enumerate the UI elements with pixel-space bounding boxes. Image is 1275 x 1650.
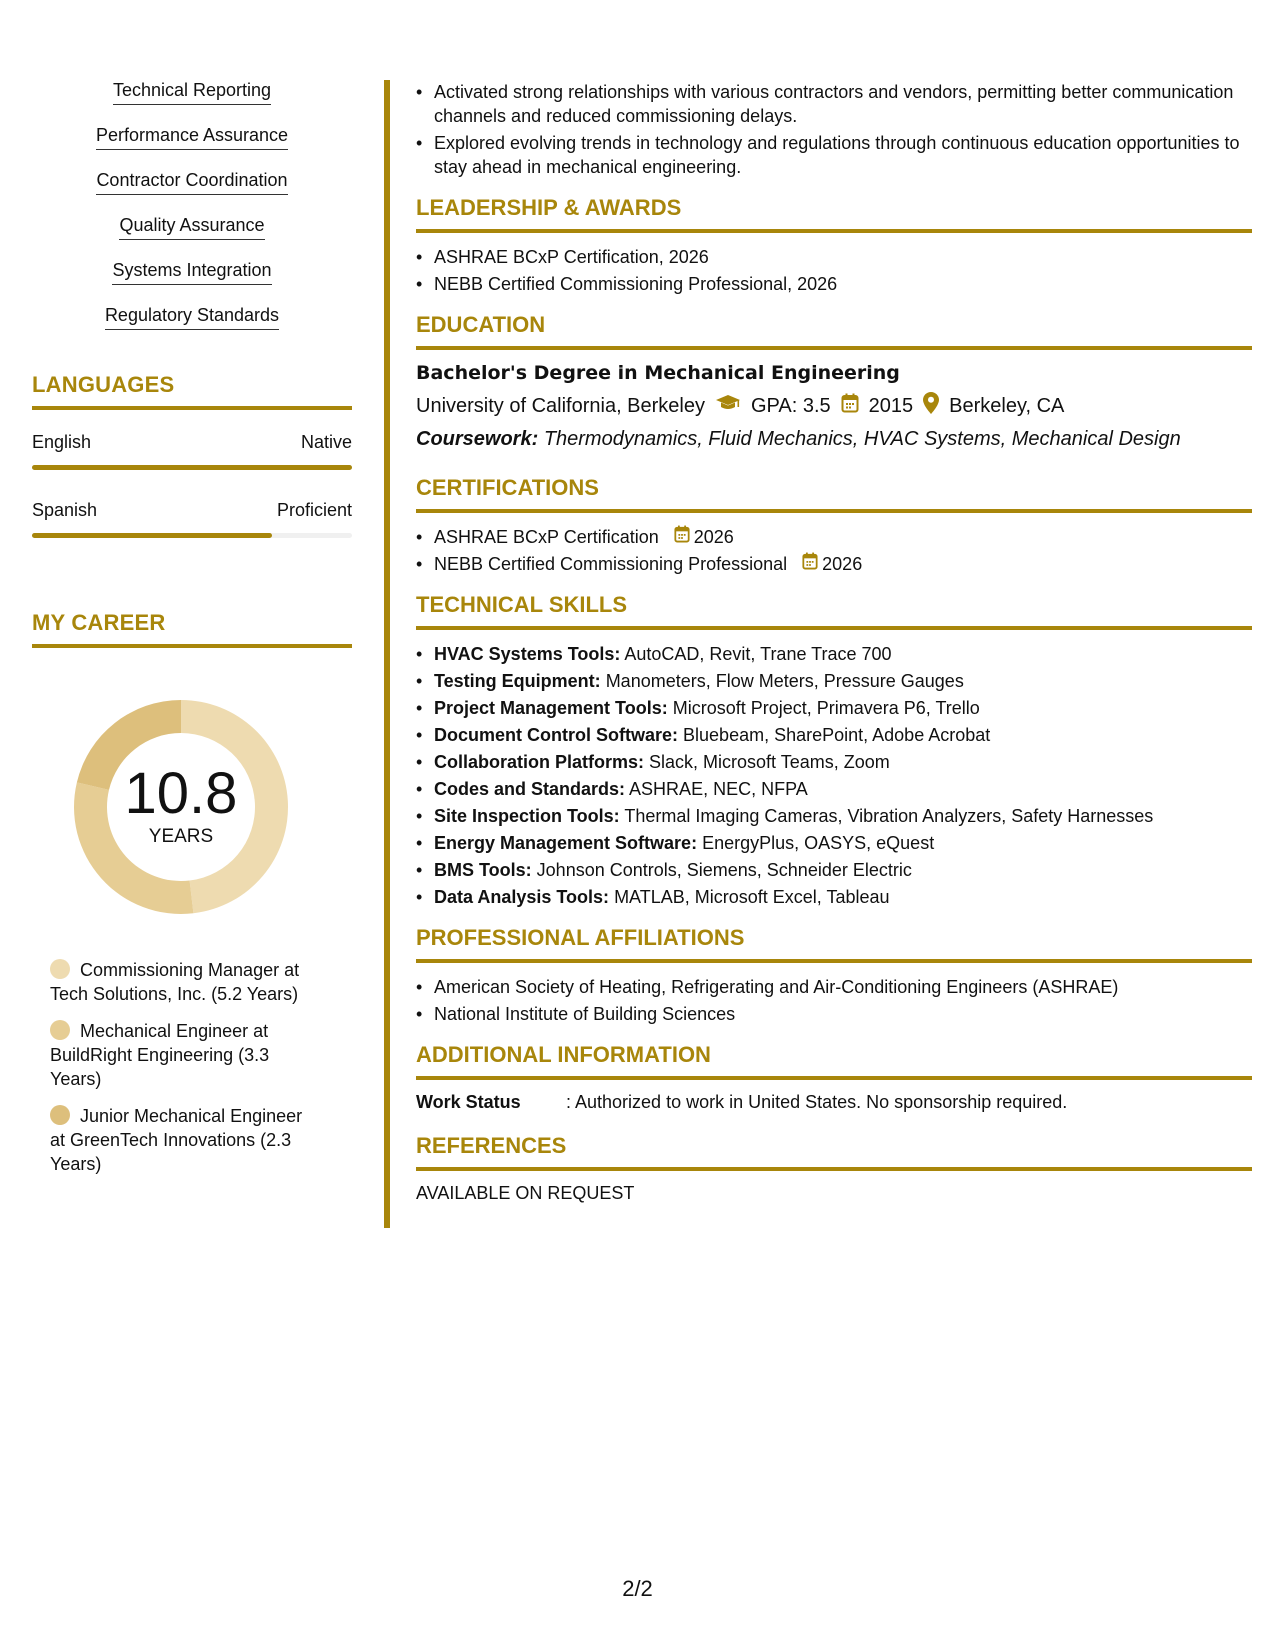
language-level: Proficient <box>276 500 352 520</box>
leadership-heading: LEADERSHIP & AWARDS <box>416 195 682 220</box>
career-total-years: 10.8 <box>124 761 238 826</box>
skill-category: Codes and Standards: <box>434 779 626 799</box>
language-item <box>32 500 352 538</box>
section-divider <box>416 626 1252 630</box>
skills-list <box>32 80 352 350</box>
technical-skill-item <box>416 804 1252 828</box>
career-total-unit: YEARS <box>148 826 214 847</box>
legend-dot <box>50 1020 70 1040</box>
certification-date <box>802 552 862 576</box>
leadership-item: • ASHRAE BCxP Certification, 2026 <box>416 245 1252 269</box>
skill-values: Microsoft Project, Primavera P6, Trello <box>672 698 980 718</box>
skill-category: Project Management Tools: <box>434 698 668 718</box>
language-level: Native <box>300 432 352 452</box>
career-legend <box>32 958 352 1176</box>
section-divider <box>416 509 1252 513</box>
skill-values: Bluebeam, SharePoint, Adobe Acrobat <box>683 725 991 745</box>
skill-category: BMS Tools: <box>434 860 532 880</box>
skill-tag: Systems Integration <box>112 260 271 285</box>
skill-category: Document Control Software: <box>434 725 679 745</box>
page-number: 2/2 <box>622 1576 653 1601</box>
language-bar <box>32 465 352 470</box>
certifications-heading: CERTIFICATIONS <box>416 475 599 500</box>
education-entry <box>416 362 1252 451</box>
section-divider <box>32 406 352 410</box>
career-legend-text: Junior Mechanical Engineer at GreenTech Innovations (2.3 Years) <box>50 1106 303 1174</box>
work-status-row <box>416 1092 1252 1113</box>
skill-tag: Regulatory Standards <box>105 305 279 330</box>
career-legend-text: Mechanical Engineer at BuildRight Engineering (3.3 Years) <box>50 1021 270 1089</box>
technical-skill-item <box>416 669 1252 693</box>
section-divider <box>416 346 1252 350</box>
technical-skills-heading: TECHNICAL SKILLS <box>416 592 628 617</box>
certification-name: NEBB Certified Commissioning Professional <box>434 554 788 574</box>
section-divider <box>416 959 1252 963</box>
skill-values: Slack, Microsoft Teams, Zoom <box>649 752 890 772</box>
legend-dot <box>50 959 70 979</box>
technical-skill-item <box>416 696 1252 720</box>
certifications-list <box>416 525 1252 576</box>
work-status-label: Work Status <box>416 1092 521 1112</box>
coursework-label: Coursework: <box>416 428 539 450</box>
certification-year: 2026 <box>822 554 863 574</box>
education-year: 2015 <box>868 394 914 417</box>
certification-date <box>674 525 734 549</box>
technical-skill-item <box>416 777 1252 801</box>
skill-values: Thermal Imaging Cameras, Vibration Analyzers, Safety Harnesses <box>624 806 1154 826</box>
column-divider <box>384 80 390 1228</box>
leadership-item: • NEBB Certified Commissioning Professional, 2026 <box>416 272 1252 296</box>
affiliations-list <box>416 975 1252 1026</box>
affiliations-heading: PROFESSIONAL AFFILIATIONS <box>416 925 745 950</box>
work-status-value: : Authorized to work in United States. No sponsorship required. <box>566 1092 1068 1112</box>
certification-name: ASHRAE BCxP Certification <box>434 527 659 547</box>
map-pin-icon <box>923 392 939 420</box>
career-section <box>32 610 352 1176</box>
skill-category: Data Analysis Tools: <box>434 887 610 907</box>
experience-bullets <box>416 80 1252 179</box>
career-legend-item <box>50 1019 320 1091</box>
references-text: AVAILABLE ON REQUEST <box>416 1183 635 1203</box>
donut-center <box>66 761 296 848</box>
section-divider <box>416 1076 1252 1080</box>
calendar-icon <box>841 393 859 419</box>
skill-values: EnergyPlus, OASYS, eQuest <box>702 833 935 853</box>
language-bar-fill <box>32 533 272 538</box>
section-divider <box>416 229 1252 233</box>
education-school: University of California, Berkeley <box>416 394 705 417</box>
additional-info-heading: ADDITIONAL INFORMATION <box>416 1042 711 1067</box>
graduation-cap-icon <box>715 394 741 418</box>
skill-category: Energy Management Software: <box>434 833 698 853</box>
references-heading: REFERENCES <box>416 1133 567 1158</box>
calendar-icon <box>802 552 818 576</box>
career-legend-text: Commissioning Manager at Tech Solutions, Inc. (5.2 Years) <box>50 960 300 1004</box>
education-location: Berkeley, CA <box>949 394 1065 417</box>
coursework-list: Thermodynamics, Fluid Mechanics, HVAC Systems, Mechanical Design <box>543 428 1181 450</box>
sidebar <box>32 80 352 1189</box>
affiliation-item: • American Society of Heating, Refrigerating and Air-Conditioning Engineers (ASHRAE) <box>416 975 1252 999</box>
skill-values: Johnson Controls, Siemens, Schneider Electric <box>536 860 912 880</box>
language-item <box>32 432 352 470</box>
calendar-icon <box>674 525 690 549</box>
leadership-list <box>416 245 1252 296</box>
skill-values: MATLAB, Microsoft Excel, Tableau <box>614 887 890 907</box>
technical-skill-item <box>416 642 1252 666</box>
section-divider <box>32 644 352 648</box>
skill-category: HVAC Systems Tools: <box>434 644 621 664</box>
legend-dot <box>50 1105 70 1125</box>
skill-values: AutoCAD, Revit, Trane Trace 700 <box>624 644 892 664</box>
experience-bullet: • Activated strong relationships with various contractors and vendors, permitting better communication channels and reduced commissioning delays. <box>416 80 1252 128</box>
education-degree: Bachelor's Degree in Mechanical Engineering <box>416 362 900 384</box>
technical-skill-item <box>416 723 1252 747</box>
language-name: Spanish <box>32 500 98 520</box>
technical-skill-item <box>416 885 1252 909</box>
language-bar <box>32 533 352 538</box>
skill-category: Collaboration Platforms: <box>434 752 645 772</box>
languages-heading: LANGUAGES <box>32 372 175 397</box>
certification-item <box>416 552 1252 576</box>
skill-tag: Technical Reporting <box>113 80 271 105</box>
languages-section <box>32 372 352 538</box>
certification-item <box>416 525 1252 549</box>
certification-year: 2026 <box>693 527 734 547</box>
skill-tag: Quality Assurance <box>119 215 264 240</box>
skill-category: Testing Equipment: <box>434 671 601 691</box>
language-name: English <box>32 432 92 452</box>
technical-skill-item <box>416 858 1252 882</box>
main-column <box>416 80 1252 1204</box>
technical-skill-item <box>416 831 1252 855</box>
education-details <box>416 392 1252 420</box>
skill-values: Manometers, Flow Meters, Pressure Gauges <box>605 671 964 691</box>
education-coursework <box>416 428 1252 451</box>
career-legend-item <box>50 958 320 1006</box>
experience-bullet: • Explored evolving trends in technology and regulations through continuous education opportunities to stay ahead in mechanical engineering. <box>416 131 1252 179</box>
education-gpa: GPA: 3.5 <box>751 394 831 417</box>
education-heading: EDUCATION <box>416 312 546 337</box>
technical-skills-list <box>416 642 1252 909</box>
section-divider <box>416 1167 1252 1171</box>
technical-skill-item <box>416 750 1252 774</box>
affiliation-item: • National Institute of Building Sciences <box>416 1002 1252 1026</box>
career-legend-item <box>50 1104 320 1176</box>
skill-values: ASHRAE, NEC, NFPA <box>629 779 808 799</box>
career-donut-chart <box>66 692 296 922</box>
skill-tag: Contractor Coordination <box>96 170 287 195</box>
career-heading: MY CAREER <box>32 610 166 635</box>
skill-tag: Performance Assurance <box>96 125 288 150</box>
language-bar-fill <box>32 465 352 470</box>
skill-category: Site Inspection Tools: <box>434 806 620 826</box>
